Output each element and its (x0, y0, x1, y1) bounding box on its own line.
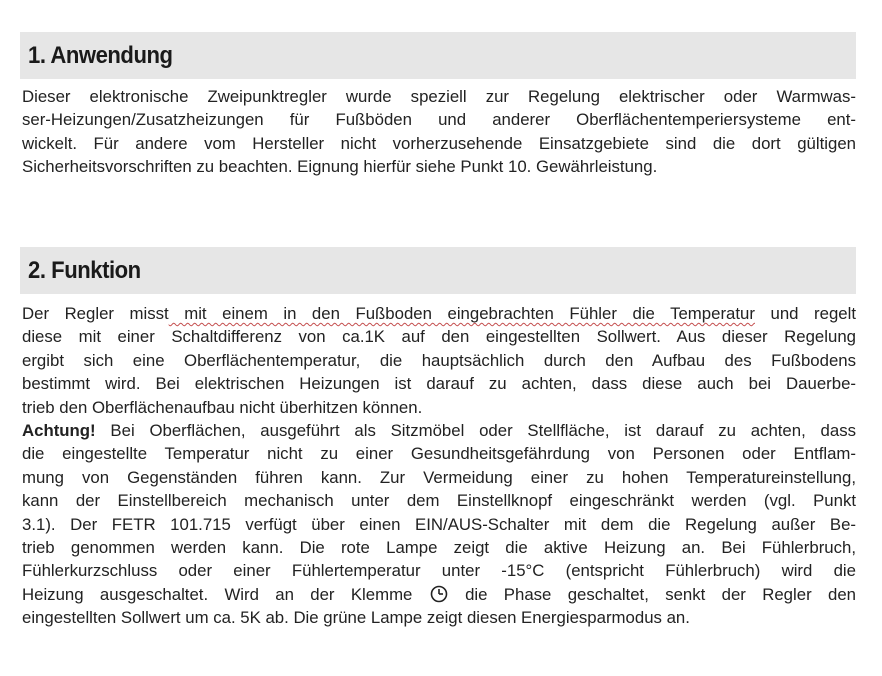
text-line: ser-Heizungen/Zusatzheizungen für Fußböden und anderer Oberflächentemperiersysteme ent- (22, 110, 856, 130)
text-fragment: Bei Oberflächen, ausgeführt als Sitzmöbel oder Stellfläche, ist darauf zu achten, dass (95, 421, 856, 441)
text-line: 3.1). Der FETR 101.715 verfügt über einen EIN/AUS-Schalter mit dem die Regelung außer Be- (22, 514, 856, 534)
text-line: Dieser elektronische Zweipunktregler wurde speziell zur Regelung elektrischer oder Warmwas- (22, 87, 856, 106)
text-line: Fühlerkurzschluss oder einer Fühlertemperatur unter -15°C (entspricht Fühlerbruch) wird die (22, 561, 856, 581)
text-line: wickelt. Für andere vom Hersteller nicht vorherzusehende Einsatzgebiete sind die dort gültigen (22, 133, 856, 153)
section-paragraph (20, 85, 856, 179)
text-line: Sicherheitsvorschriften zu beachten. Eignung hierfür siehe Punkt 10. Gewährleistung. (22, 157, 658, 177)
section-heading: 2. Funktion (28, 256, 141, 284)
text-line (22, 419, 856, 442)
section-heading: 1. Anwendung (28, 41, 173, 69)
text-line: eingestellten Sollwert um ca. 5K ab. Die grüne Lampe zeigt diesen Energiesparmodus an. (22, 608, 690, 628)
text-line: die eingestellte Temperatur nicht zu einer Gesundheitsgefährdung von Personen oder Entflam- (22, 444, 856, 464)
text-fragment: und regelt (754, 304, 856, 323)
achtung-label: Achtung! (22, 421, 96, 441)
text-line (22, 302, 856, 325)
section-funktion (20, 247, 856, 630)
text-line: kann der Einstellbereich mechanisch unter dem Einstellknopf eingeschränkt werden (vgl. Punkt (22, 491, 856, 511)
text-fragment: Der Regler misst (22, 304, 169, 323)
clock-icon (429, 585, 449, 603)
section-heading-bar (20, 32, 856, 79)
spellcheck-underlined-text: mit einem in den Fußboden eingebrachten Fühler die Temperatur (168, 304, 755, 323)
text-line: trieb genommen werden kann. Die rote Lampe zeigt die aktive Heizung an. Bei Fühlerbruch, (22, 538, 856, 558)
text-line (22, 583, 856, 606)
text-line: mung von Gegenständen führen kann. Zur Vermeidung einer zu hohen Temperatureinstellung, (22, 467, 856, 487)
section-heading-bar (20, 247, 856, 294)
text-fragment: Heizung ausgeschaltet. Wird an der Klemme (22, 584, 413, 604)
text-line: bestimmt wird. Bei elektrischen Heizungen ist darauf zu achten, dass diese auch bei Dauerbe- (22, 374, 856, 394)
text-line: trieb den Oberflächenaufbau nicht überhitzen können. (22, 397, 423, 417)
text-line: diese mit einer Schaltdifferenz von ca.1K auf den eingestellten Sollwert. Aus dieser Regelung (22, 327, 856, 347)
text-fragment: die Phase geschaltet, senkt der Regler den (465, 584, 856, 604)
section-paragraph (20, 302, 856, 630)
section-anwendung (20, 32, 856, 179)
text-line: ergibt sich eine Oberflächentemperatur, die hauptsächlich durch den Aufbau des Fußbodens (22, 350, 856, 370)
